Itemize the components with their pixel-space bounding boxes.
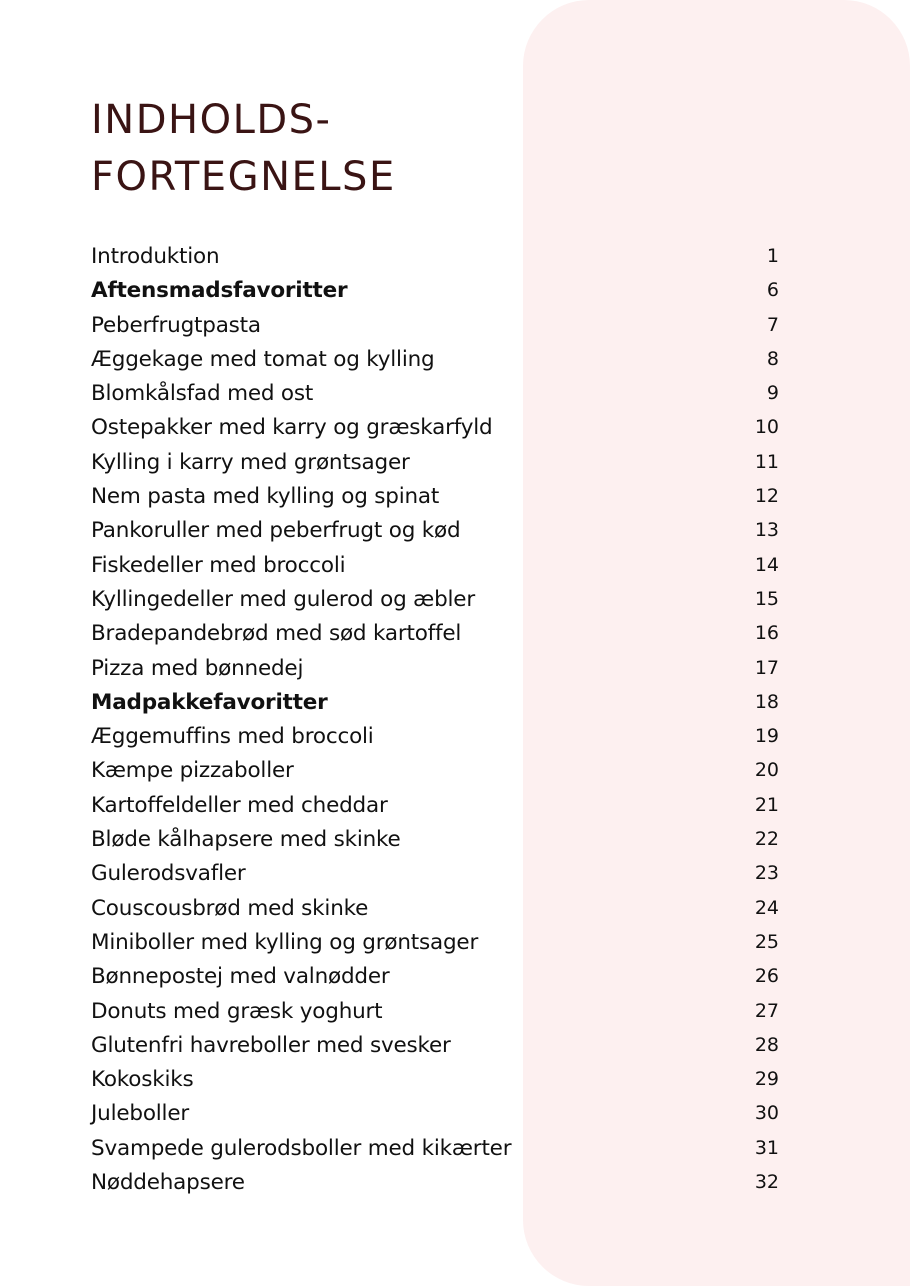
toc-entry-title: Fiskedeller med broccoli <box>91 552 346 578</box>
toc-entry-page-number: 11 <box>754 450 779 473</box>
toc-entry-title: Kæmpe pizzaboller <box>91 758 294 784</box>
toc-entry-page-number: 32 <box>754 1171 779 1194</box>
toc-entry <box>91 1029 781 1063</box>
toc-entry <box>91 1166 781 1200</box>
toc-section-heading <box>91 686 781 720</box>
toc-entry-title: Introduktion <box>91 244 220 269</box>
toc-entry <box>91 309 781 343</box>
toc-entry-page-number: 14 <box>754 553 779 576</box>
toc-entry-title: Gulerodsvafler <box>91 861 246 887</box>
toc-entry-title: Juleboller <box>91 1101 189 1127</box>
toc-entry-page-number: 23 <box>754 862 779 885</box>
toc-entry <box>91 1097 781 1131</box>
toc-entry-page-number: 28 <box>754 1033 779 1056</box>
toc-entry <box>91 823 781 857</box>
toc-entry <box>91 892 781 926</box>
toc-entry <box>91 240 781 274</box>
toc-entry-page-number: 1 <box>766 245 779 267</box>
toc-entry-title: Miniboller med kylling og grøntsager <box>91 929 479 955</box>
toc-entry-title: Kartoffeldeller med cheddar <box>91 792 388 818</box>
toc-entry-title: Bløde kålhapsere med skinke <box>91 827 401 853</box>
toc-entry-title: Couscousbrød med skinke <box>91 895 369 921</box>
toc-entry-page-number: 26 <box>754 965 779 988</box>
toc-entry-title: Kylling i karry med grøntsager <box>91 449 410 475</box>
toc-entry-title: Æggekage med tomat og kylling <box>91 346 435 372</box>
page-title-line-2: FORTEGNELSE <box>91 154 396 200</box>
page-title <box>91 92 396 206</box>
toc-entry-title: Blomkålsfad med ost <box>91 381 314 407</box>
toc-entry-page-number: 18 <box>754 690 779 713</box>
toc-entry-page-number: 15 <box>754 587 779 610</box>
toc-entry-page-number: 29 <box>754 1068 779 1091</box>
toc-entry <box>91 1063 781 1097</box>
toc-entry-page-number: 30 <box>754 1102 779 1125</box>
toc-entry <box>91 652 781 686</box>
toc-entry <box>91 995 781 1029</box>
page-title-line-1: INDHOLDS- <box>91 97 332 143</box>
toc-entry-title: Svampede gulerodsboller med kikærter <box>91 1135 512 1161</box>
toc-entry <box>91 857 781 891</box>
toc-entry <box>91 514 781 548</box>
toc-entry-page-number: 25 <box>754 930 779 953</box>
toc-entry-page-number: 9 <box>766 382 779 405</box>
toc-entry-title: Nøddehapsere <box>91 1170 245 1196</box>
toc-entry <box>91 377 781 411</box>
toc-entry-page-number: 8 <box>766 347 779 370</box>
toc-entry-title: Glutenfri havreboller med svesker <box>91 1032 451 1058</box>
toc-entry-page-number: 7 <box>766 313 779 336</box>
toc-entry <box>91 549 781 583</box>
toc-entry-page-number: 19 <box>754 725 779 748</box>
toc-entry-page-number: 27 <box>754 999 779 1022</box>
toc-entry <box>91 480 781 514</box>
toc-entry <box>91 960 781 994</box>
toc-entry <box>91 617 781 651</box>
toc-entry-page-number: 24 <box>754 896 779 919</box>
toc-entry-page-number: 20 <box>754 759 779 782</box>
toc-entry <box>91 720 781 754</box>
toc-entry-title: Kyllingedeller med gulerod og æbler <box>91 586 475 612</box>
toc-entry <box>91 411 781 445</box>
toc-entry <box>91 1132 781 1166</box>
toc-entry <box>91 926 781 960</box>
table-of-contents <box>91 240 781 1200</box>
toc-entry-title: Madpakkefavoritter <box>91 689 328 715</box>
toc-entry-page-number: 17 <box>754 656 779 679</box>
toc-entry-page-number: 16 <box>754 622 779 645</box>
toc-entry-title: Æggemuffins med broccoli <box>91 724 374 750</box>
toc-entry-page-number: 6 <box>766 279 779 302</box>
toc-entry <box>91 446 781 480</box>
toc-entry-title: Bønnepostej med valnødder <box>91 964 390 990</box>
toc-entry-page-number: 31 <box>754 1136 779 1159</box>
toc-entry-page-number: 13 <box>754 519 779 542</box>
toc-entry-page-number: 12 <box>754 485 779 508</box>
toc-entry-page-number: 22 <box>754 828 779 851</box>
toc-entry-title: Peberfrugtpasta <box>91 312 261 338</box>
toc-entry <box>91 583 781 617</box>
toc-entry <box>91 754 781 788</box>
toc-entry-page-number: 21 <box>754 793 779 816</box>
toc-entry <box>91 789 781 823</box>
toc-entry-title: Aftensmadsfavoritter <box>91 278 348 304</box>
toc-entry-title: Donuts med græsk yoghurt <box>91 998 383 1024</box>
toc-entry-title: Bradepandebrød med sød kartoffel <box>91 621 462 647</box>
toc-entry-page-number: 10 <box>754 416 779 439</box>
toc-entry <box>91 343 781 377</box>
toc-entry-title: Pizza med bønnedej <box>91 655 304 681</box>
toc-entry-title: Kokoskiks <box>91 1067 194 1093</box>
toc-entry-title: Ostepakker med karry og græskarfyld <box>91 415 493 441</box>
toc-section-heading <box>91 274 781 308</box>
toc-entry-title: Nem pasta med kylling og spinat <box>91 484 440 510</box>
toc-entry-title: Pankoruller med peberfrugt og kød <box>91 518 461 544</box>
